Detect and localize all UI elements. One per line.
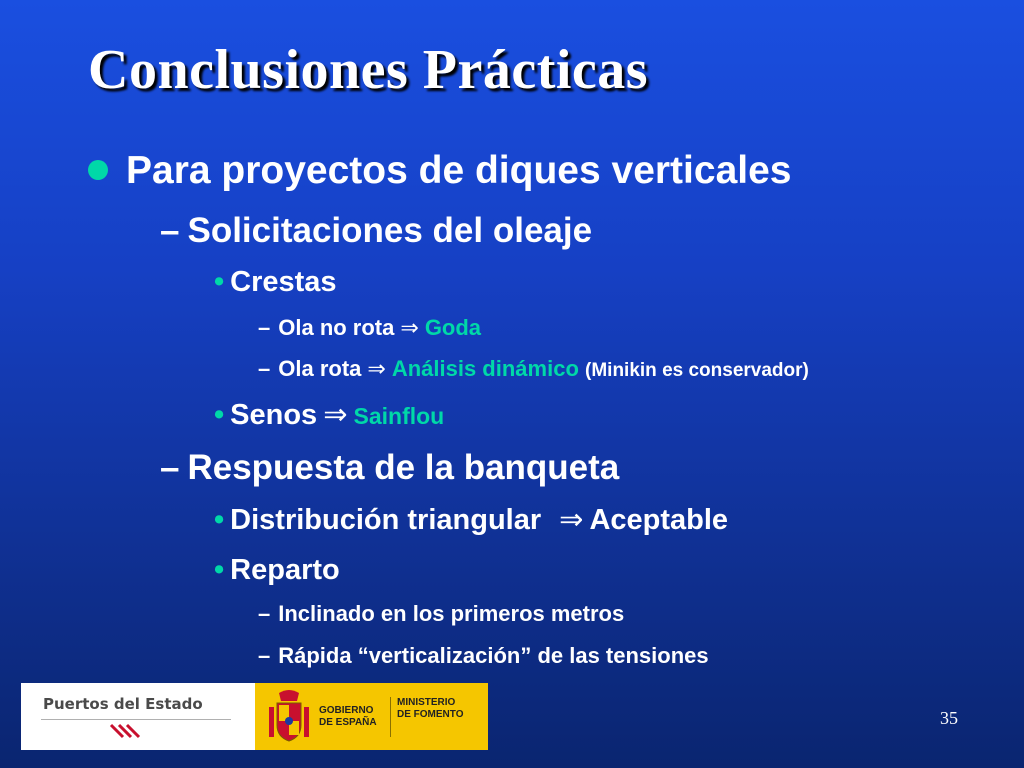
dot-bullet-icon: •	[214, 554, 225, 586]
ministerio-text: MINISTERIO DE FOMENTO	[397, 697, 464, 720]
crestas-item	[214, 267, 337, 299]
reparto-subitem-1	[258, 602, 624, 626]
section2-heading	[160, 449, 619, 488]
section2-heading-text: Respuesta de la banqueta	[187, 448, 620, 487]
crestas-subitem-2	[258, 357, 809, 382]
gobierno-text: GOBIERNO DE ESPAÑA	[319, 705, 377, 728]
crestas-subitem-2-result: Análisis dinámico	[391, 356, 579, 381]
distribucion-label: Distribución triangular	[230, 504, 542, 536]
reparto-label: Reparto	[230, 554, 340, 586]
implies-arrow-icon: ⇒	[400, 315, 419, 340]
dot-bullet-icon: •	[214, 266, 225, 298]
dash-bullet-icon: –	[258, 601, 271, 626]
dash-bullet-icon: –	[160, 448, 180, 487]
reparto-subitem-2	[258, 644, 709, 668]
logo-rule	[41, 719, 231, 720]
crestas-subitem-1-text: Ola no rota	[278, 315, 395, 340]
crestas-subitem-1-result: Goda	[424, 315, 482, 340]
implies-arrow-icon: ⇒	[559, 504, 584, 536]
section1-heading-text: Solicitaciones del oleaje	[187, 211, 593, 250]
puertos-logo-text: Puertos del Estado	[43, 695, 203, 713]
slide-title: Conclusiones Prácticas	[88, 39, 649, 101]
logo-divider	[390, 697, 391, 737]
page-number: 35	[940, 708, 958, 728]
dash-bullet-icon: –	[258, 315, 271, 340]
puertos-mark-icon	[107, 721, 147, 743]
puertos-del-estado-logo	[21, 683, 255, 750]
dot-bullet-icon: •	[214, 399, 225, 431]
crestas-subitem-2-note: (Minikin es conservador)	[585, 360, 809, 381]
bullet-level1-text: Para proyectos de diques verticales	[126, 149, 792, 192]
senos-label: Senos	[230, 399, 318, 431]
section1-heading	[160, 212, 592, 251]
dot-bullet-icon: •	[214, 504, 225, 536]
crestas-subitem-2-text: Ola rota	[278, 356, 362, 381]
reparto-subitem-1-text: Inclinado en los primeros metros	[278, 601, 625, 626]
coat-of-arms-icon	[267, 689, 311, 745]
reparto-item	[214, 555, 340, 587]
implies-arrow-icon: ⇒	[367, 356, 386, 381]
distribucion-result: Aceptable	[589, 504, 729, 536]
senos-result: Sainflou	[353, 403, 445, 429]
implies-arrow-icon: ⇒	[323, 399, 348, 431]
senos-item	[214, 400, 444, 432]
footer-logos	[21, 683, 488, 750]
crestas-label: Crestas	[230, 266, 337, 298]
dash-bullet-icon: –	[258, 643, 271, 668]
distribucion-item	[214, 505, 728, 537]
dash-bullet-icon: –	[160, 211, 180, 250]
gobierno-ministerio-logo	[255, 683, 488, 750]
reparto-subitem-2-text: Rápida “verticalización” de las tensiones	[278, 643, 709, 668]
bullet-level1	[88, 150, 791, 193]
crestas-subitem-1	[258, 316, 481, 340]
round-bullet-icon	[88, 160, 108, 180]
dash-bullet-icon: –	[258, 356, 271, 381]
